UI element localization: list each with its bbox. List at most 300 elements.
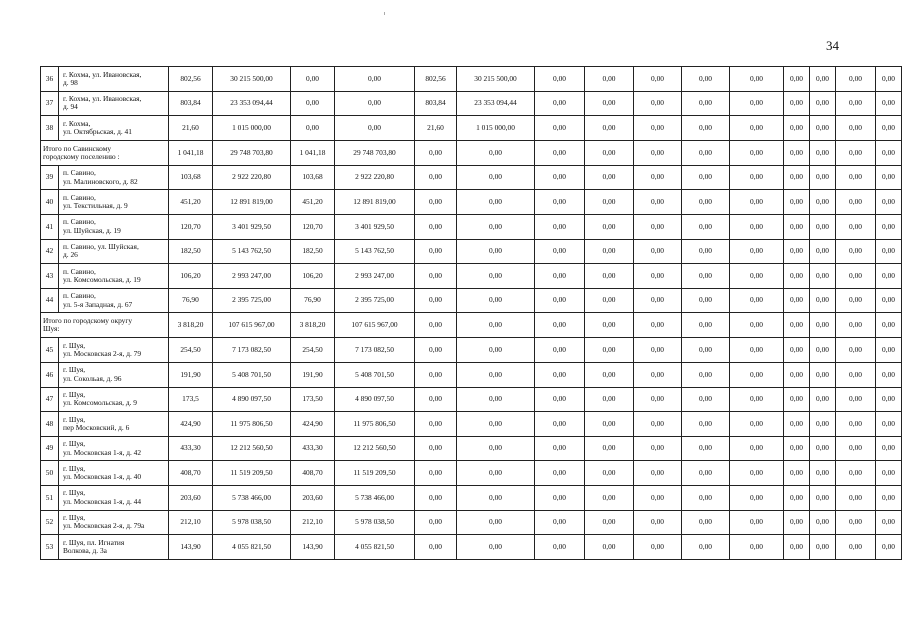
value-cell: 23 353 094,44 — [457, 91, 535, 116]
value-cell: 0,00 — [876, 91, 902, 116]
value-cell: 4 055 821,50 — [213, 535, 291, 560]
value-cell: 12 212 560,50 — [335, 436, 415, 461]
value-cell: 0,00 — [585, 387, 634, 412]
value-cell: 254,50 — [169, 338, 213, 363]
value-cell: 212,10 — [291, 510, 335, 535]
value-cell: 203,60 — [291, 485, 335, 510]
value-cell: 76,90 — [291, 288, 335, 313]
value-cell: 0,00 — [810, 313, 836, 338]
value-cell: 143,90 — [291, 535, 335, 560]
table-row — [41, 510, 902, 535]
value-cell: 5 738 466,00 — [213, 485, 291, 510]
value-cell: 0,00 — [730, 140, 784, 165]
value-cell: 0,00 — [457, 436, 535, 461]
value-cell: 23 353 094,44 — [213, 91, 291, 116]
table-row — [41, 485, 902, 510]
value-cell: 0,00 — [634, 116, 682, 141]
scan-mark — [384, 12, 385, 15]
value-cell: 2 922 220,80 — [213, 165, 291, 190]
table-row — [41, 288, 902, 313]
value-cell: 0,00 — [634, 140, 682, 165]
value-cell: 0,00 — [836, 485, 876, 510]
value-cell: 0,00 — [585, 461, 634, 486]
value-cell: 0,00 — [876, 338, 902, 363]
value-cell: 4 055 821,50 — [335, 535, 415, 560]
value-cell: 0,00 — [836, 461, 876, 486]
value-cell: 0,00 — [836, 67, 876, 92]
value-cell: 0,00 — [585, 264, 634, 289]
value-cell: 0,00 — [585, 288, 634, 313]
table-row — [41, 264, 902, 289]
value-cell: 0,00 — [836, 91, 876, 116]
value-cell: 11 519 209,50 — [335, 461, 415, 486]
value-cell: 0,00 — [634, 510, 682, 535]
value-cell: 29 748 703,80 — [213, 140, 291, 165]
value-cell: 0,00 — [457, 510, 535, 535]
value-cell: 0,00 — [682, 190, 730, 215]
value-cell: 0,00 — [810, 67, 836, 92]
value-cell: 0,00 — [876, 67, 902, 92]
value-cell: 0,00 — [535, 338, 585, 363]
value-cell: 0,00 — [585, 190, 634, 215]
value-cell: 12 891 819,00 — [335, 190, 415, 215]
value-cell: 5 408 701,50 — [335, 362, 415, 387]
value-cell: 0,00 — [784, 436, 810, 461]
value-cell: 0,00 — [836, 190, 876, 215]
value-cell: 4 890 097,50 — [213, 387, 291, 412]
value-cell: 0,00 — [415, 214, 457, 239]
value-cell: 0,00 — [784, 535, 810, 560]
value-cell: 0,00 — [810, 412, 836, 437]
value-cell: 107 615 967,00 — [335, 313, 415, 338]
value-cell: 0,00 — [335, 91, 415, 116]
value-cell: 0,00 — [634, 67, 682, 92]
row-number: 53 — [41, 535, 59, 560]
value-cell: 182,50 — [169, 239, 213, 264]
value-cell: 0,00 — [415, 387, 457, 412]
value-cell: 451,20 — [169, 190, 213, 215]
value-cell: 0,00 — [535, 412, 585, 437]
value-cell: 0,00 — [634, 91, 682, 116]
value-cell: 5 408 701,50 — [213, 362, 291, 387]
value-cell: 424,90 — [291, 412, 335, 437]
value-cell: 5 143 762,50 — [335, 239, 415, 264]
housing-program-table — [40, 66, 902, 560]
value-cell: 0,00 — [784, 67, 810, 92]
table-row — [41, 387, 902, 412]
value-cell: 0,00 — [784, 485, 810, 510]
value-cell: 0,00 — [810, 510, 836, 535]
value-cell: 0,00 — [634, 412, 682, 437]
address-cell: п. Савино, ул. Малиновского, д. 82 — [59, 165, 169, 190]
value-cell: 0,00 — [682, 288, 730, 313]
value-cell: 0,00 — [730, 362, 784, 387]
row-number: 37 — [41, 91, 59, 116]
value-cell: 203,60 — [169, 485, 213, 510]
value-cell: 0,00 — [335, 116, 415, 141]
value-cell: 0,00 — [682, 412, 730, 437]
value-cell: 0,00 — [876, 214, 902, 239]
row-number: 36 — [41, 67, 59, 92]
value-cell: 0,00 — [784, 264, 810, 289]
value-cell: 0,00 — [876, 165, 902, 190]
value-cell: 212,10 — [169, 510, 213, 535]
value-cell: 0,00 — [415, 190, 457, 215]
value-cell: 0,00 — [730, 313, 784, 338]
value-cell: 0,00 — [810, 387, 836, 412]
value-cell: 0,00 — [784, 338, 810, 363]
value-cell: 0,00 — [876, 362, 902, 387]
value-cell: 0,00 — [784, 461, 810, 486]
value-cell: 0,00 — [535, 387, 585, 412]
value-cell: 0,00 — [535, 535, 585, 560]
value-cell: 0,00 — [810, 116, 836, 141]
row-number: 50 — [41, 461, 59, 486]
value-cell: 0,00 — [876, 264, 902, 289]
value-cell: 0,00 — [784, 91, 810, 116]
value-cell: 0,00 — [836, 436, 876, 461]
value-cell: 433,30 — [169, 436, 213, 461]
value-cell: 0,00 — [682, 485, 730, 510]
value-cell: 0,00 — [457, 239, 535, 264]
value-cell: 191,90 — [169, 362, 213, 387]
table-row — [41, 165, 902, 190]
value-cell: 0,00 — [730, 116, 784, 141]
value-cell: 0,00 — [784, 510, 810, 535]
value-cell: 0,00 — [836, 165, 876, 190]
value-cell: 106,20 — [291, 264, 335, 289]
value-cell: 0,00 — [784, 288, 810, 313]
value-cell: 0,00 — [876, 412, 902, 437]
subtotal-label: Итого по городскому округу Шуя: — [41, 313, 169, 338]
value-cell: 0,00 — [415, 510, 457, 535]
value-cell: 0,00 — [730, 338, 784, 363]
value-cell: 0,00 — [634, 485, 682, 510]
value-cell: 0,00 — [810, 362, 836, 387]
value-cell: 0,00 — [682, 461, 730, 486]
value-cell: 76,90 — [169, 288, 213, 313]
value-cell: 0,00 — [535, 239, 585, 264]
value-cell: 0,00 — [535, 313, 585, 338]
value-cell: 0,00 — [535, 485, 585, 510]
value-cell: 0,00 — [535, 91, 585, 116]
value-cell: 0,00 — [634, 190, 682, 215]
value-cell: 0,00 — [585, 535, 634, 560]
address-cell: г. Шуя, ул. Московская 1-я, д. 40 — [59, 461, 169, 486]
value-cell: 0,00 — [730, 214, 784, 239]
value-cell: 0,00 — [682, 362, 730, 387]
value-cell: 0,00 — [682, 387, 730, 412]
value-cell: 143,90 — [169, 535, 213, 560]
value-cell: 3 401 929,50 — [213, 214, 291, 239]
value-cell: 0,00 — [585, 214, 634, 239]
value-cell: 0,00 — [535, 288, 585, 313]
value-cell: 0,00 — [876, 510, 902, 535]
value-cell: 0,00 — [634, 362, 682, 387]
value-cell: 1 041,18 — [169, 140, 213, 165]
row-number: 47 — [41, 387, 59, 412]
value-cell: 0,00 — [836, 116, 876, 141]
value-cell: 11 519 209,50 — [213, 461, 291, 486]
value-cell: 0,00 — [457, 535, 535, 560]
value-cell: 0,00 — [415, 264, 457, 289]
value-cell: 0,00 — [682, 116, 730, 141]
value-cell: 0,00 — [585, 510, 634, 535]
value-cell: 2 395 725,00 — [335, 288, 415, 313]
value-cell: 0,00 — [730, 264, 784, 289]
value-cell: 0,00 — [836, 239, 876, 264]
value-cell: 7 173 082,50 — [213, 338, 291, 363]
value-cell: 0,00 — [810, 91, 836, 116]
row-number: 39 — [41, 165, 59, 190]
value-cell: 0,00 — [682, 313, 730, 338]
value-cell: 0,00 — [457, 461, 535, 486]
value-cell: 0,00 — [810, 239, 836, 264]
value-cell: 0,00 — [876, 239, 902, 264]
value-cell: 0,00 — [682, 214, 730, 239]
value-cell: 0,00 — [876, 535, 902, 560]
value-cell: 120,70 — [169, 214, 213, 239]
value-cell: 0,00 — [810, 165, 836, 190]
value-cell: 0,00 — [415, 535, 457, 560]
address-cell: г. Шуя, ул. Московская 1-я, д. 42 — [59, 436, 169, 461]
value-cell: 0,00 — [784, 412, 810, 437]
row-number: 46 — [41, 362, 59, 387]
value-cell: 0,00 — [730, 67, 784, 92]
value-cell: 254,50 — [291, 338, 335, 363]
value-cell: 802,56 — [169, 67, 213, 92]
value-cell: 0,00 — [810, 535, 836, 560]
value-cell: 11 975 806,50 — [213, 412, 291, 437]
value-cell: 0,00 — [457, 313, 535, 338]
value-cell: 0,00 — [585, 91, 634, 116]
value-cell: 0,00 — [876, 436, 902, 461]
table-row — [41, 535, 902, 560]
value-cell: 0,00 — [876, 288, 902, 313]
value-cell: 0,00 — [682, 510, 730, 535]
value-cell: 30 215 500,00 — [213, 67, 291, 92]
value-cell: 0,00 — [836, 412, 876, 437]
table-row — [41, 461, 902, 486]
value-cell: 2 395 725,00 — [213, 288, 291, 313]
value-cell: 451,20 — [291, 190, 335, 215]
value-cell: 191,90 — [291, 362, 335, 387]
value-cell: 0,00 — [836, 338, 876, 363]
value-cell: 0,00 — [585, 412, 634, 437]
value-cell: 12 212 560,50 — [213, 436, 291, 461]
value-cell: 21,60 — [415, 116, 457, 141]
value-cell: 802,56 — [415, 67, 457, 92]
value-cell: 0,00 — [634, 338, 682, 363]
value-cell: 0,00 — [836, 313, 876, 338]
value-cell: 3 818,20 — [291, 313, 335, 338]
value-cell: 0,00 — [836, 535, 876, 560]
value-cell: 12 891 819,00 — [213, 190, 291, 215]
value-cell: 0,00 — [730, 412, 784, 437]
address-cell: п. Савино, ул. Текстильная, д. 9 — [59, 190, 169, 215]
value-cell: 0,00 — [457, 412, 535, 437]
value-cell: 0,00 — [730, 436, 784, 461]
table-row — [41, 91, 902, 116]
value-cell: 3 401 929,50 — [335, 214, 415, 239]
value-cell: 173,5 — [169, 387, 213, 412]
value-cell: 0,00 — [810, 288, 836, 313]
value-cell: 1 015 000,00 — [213, 116, 291, 141]
row-number: 38 — [41, 116, 59, 141]
value-cell: 0,00 — [457, 362, 535, 387]
value-cell: 0,00 — [784, 313, 810, 338]
value-cell: 0,00 — [836, 288, 876, 313]
value-cell: 0,00 — [784, 239, 810, 264]
value-cell: 408,70 — [169, 461, 213, 486]
value-cell: 803,84 — [169, 91, 213, 116]
value-cell: 0,00 — [730, 485, 784, 510]
address-cell: г. Шуя, ул. Московская 1-я, д. 44 — [59, 485, 169, 510]
value-cell: 5 143 762,50 — [213, 239, 291, 264]
value-cell: 0,00 — [535, 362, 585, 387]
value-cell: 0,00 — [836, 362, 876, 387]
value-cell: 0,00 — [836, 387, 876, 412]
value-cell: 0,00 — [784, 140, 810, 165]
value-cell: 0,00 — [585, 116, 634, 141]
value-cell: 0,00 — [682, 91, 730, 116]
value-cell: 0,00 — [784, 214, 810, 239]
value-cell: 0,00 — [634, 165, 682, 190]
value-cell: 0,00 — [415, 436, 457, 461]
row-number: 51 — [41, 485, 59, 510]
address-cell: г. Шуя, пер Московский, д. 6 — [59, 412, 169, 437]
value-cell: 0,00 — [810, 214, 836, 239]
value-cell: 11 975 806,50 — [335, 412, 415, 437]
value-cell: 0,00 — [415, 165, 457, 190]
value-cell: 0,00 — [836, 214, 876, 239]
value-cell: 0,00 — [876, 461, 902, 486]
value-cell: 0,00 — [535, 436, 585, 461]
value-cell: 0,00 — [415, 313, 457, 338]
value-cell: 120,70 — [291, 214, 335, 239]
address-cell: г. Кохма, ул. Ивановская, д. 98 — [59, 67, 169, 92]
address-cell: г. Кохма, ул. Октябрьская, д. 41 — [59, 116, 169, 141]
address-cell: г. Шуя, ул. Московская 2-я, д. 79 — [59, 338, 169, 363]
value-cell: 0,00 — [784, 362, 810, 387]
value-cell: 0,00 — [535, 140, 585, 165]
value-cell: 0,00 — [634, 239, 682, 264]
address-cell: п. Савино, ул. Шуйская, д. 26 — [59, 239, 169, 264]
value-cell: 30 215 500,00 — [457, 67, 535, 92]
address-cell: п. Савино, ул. Шуйская, д. 19 — [59, 214, 169, 239]
value-cell: 0,00 — [585, 436, 634, 461]
table-row — [41, 116, 902, 141]
value-cell: 5 978 038,50 — [213, 510, 291, 535]
value-cell: 0,00 — [291, 67, 335, 92]
page-number: 34 — [826, 38, 839, 53]
value-cell: 0,00 — [682, 165, 730, 190]
value-cell: 0,00 — [876, 116, 902, 141]
row-number: 45 — [41, 338, 59, 363]
value-cell: 0,00 — [784, 387, 810, 412]
value-cell: 0,00 — [810, 461, 836, 486]
value-cell: 0,00 — [457, 214, 535, 239]
value-cell: 0,00 — [415, 239, 457, 264]
value-cell: 103,68 — [169, 165, 213, 190]
value-cell: 0,00 — [810, 436, 836, 461]
table-row — [41, 436, 902, 461]
value-cell: 0,00 — [585, 362, 634, 387]
value-cell: 0,00 — [585, 338, 634, 363]
value-cell: 2 993 247,00 — [335, 264, 415, 289]
address-cell: г. Шуя, пл. Игнатия Волкова, д. 3а — [59, 535, 169, 560]
value-cell: 21,60 — [169, 116, 213, 141]
table-row — [41, 239, 902, 264]
value-cell: 0,00 — [634, 461, 682, 486]
row-number: 52 — [41, 510, 59, 535]
value-cell: 803,84 — [415, 91, 457, 116]
address-cell: п. Савино, ул. Комсомольская, д. 19 — [59, 264, 169, 289]
address-cell: г. Шуя, ул. Сокольая, д. 96 — [59, 362, 169, 387]
row-number: 48 — [41, 412, 59, 437]
value-cell: 0,00 — [682, 239, 730, 264]
value-cell: 0,00 — [457, 140, 535, 165]
value-cell: 0,00 — [415, 140, 457, 165]
value-cell: 0,00 — [634, 535, 682, 560]
value-cell: 0,00 — [415, 461, 457, 486]
value-cell: 0,00 — [535, 510, 585, 535]
value-cell: 29 748 703,80 — [335, 140, 415, 165]
value-cell: 0,00 — [730, 535, 784, 560]
address-cell: г. Шуя, ул. Комсомольская, д. 9 — [59, 387, 169, 412]
value-cell: 433,30 — [291, 436, 335, 461]
value-cell: 0,00 — [810, 140, 836, 165]
value-cell: 0,00 — [682, 535, 730, 560]
value-cell: 0,00 — [585, 313, 634, 338]
value-cell: 0,00 — [730, 190, 784, 215]
value-cell: 0,00 — [810, 190, 836, 215]
table-row — [41, 190, 902, 215]
value-cell: 0,00 — [634, 264, 682, 289]
value-cell: 7 173 082,50 — [335, 338, 415, 363]
value-cell: 0,00 — [730, 387, 784, 412]
value-cell: 0,00 — [682, 140, 730, 165]
address-cell: г. Кохма, ул. Ивановская, д. 94 — [59, 91, 169, 116]
value-cell: 0,00 — [682, 436, 730, 461]
value-cell: 0,00 — [784, 190, 810, 215]
row-number: 41 — [41, 214, 59, 239]
value-cell: 2 922 220,80 — [335, 165, 415, 190]
value-cell: 0,00 — [335, 67, 415, 92]
value-cell: 0,00 — [876, 313, 902, 338]
value-cell: 424,90 — [169, 412, 213, 437]
value-cell: 0,00 — [291, 91, 335, 116]
row-number: 43 — [41, 264, 59, 289]
row-number: 42 — [41, 239, 59, 264]
value-cell: 0,00 — [682, 264, 730, 289]
value-cell: 0,00 — [730, 91, 784, 116]
value-cell: 0,00 — [291, 116, 335, 141]
value-cell: 0,00 — [784, 165, 810, 190]
value-cell: 0,00 — [457, 190, 535, 215]
value-cell: 0,00 — [585, 485, 634, 510]
value-cell: 2 993 247,00 — [213, 264, 291, 289]
value-cell: 1 015 000,00 — [457, 116, 535, 141]
value-cell: 173,50 — [291, 387, 335, 412]
value-cell: 0,00 — [457, 264, 535, 289]
value-cell: 0,00 — [457, 338, 535, 363]
value-cell: 0,00 — [585, 165, 634, 190]
value-cell: 0,00 — [836, 264, 876, 289]
value-cell: 408,70 — [291, 461, 335, 486]
value-cell: 0,00 — [836, 140, 876, 165]
address-cell: г. Шуя, ул. Московская 2-я, д. 79а — [59, 510, 169, 535]
